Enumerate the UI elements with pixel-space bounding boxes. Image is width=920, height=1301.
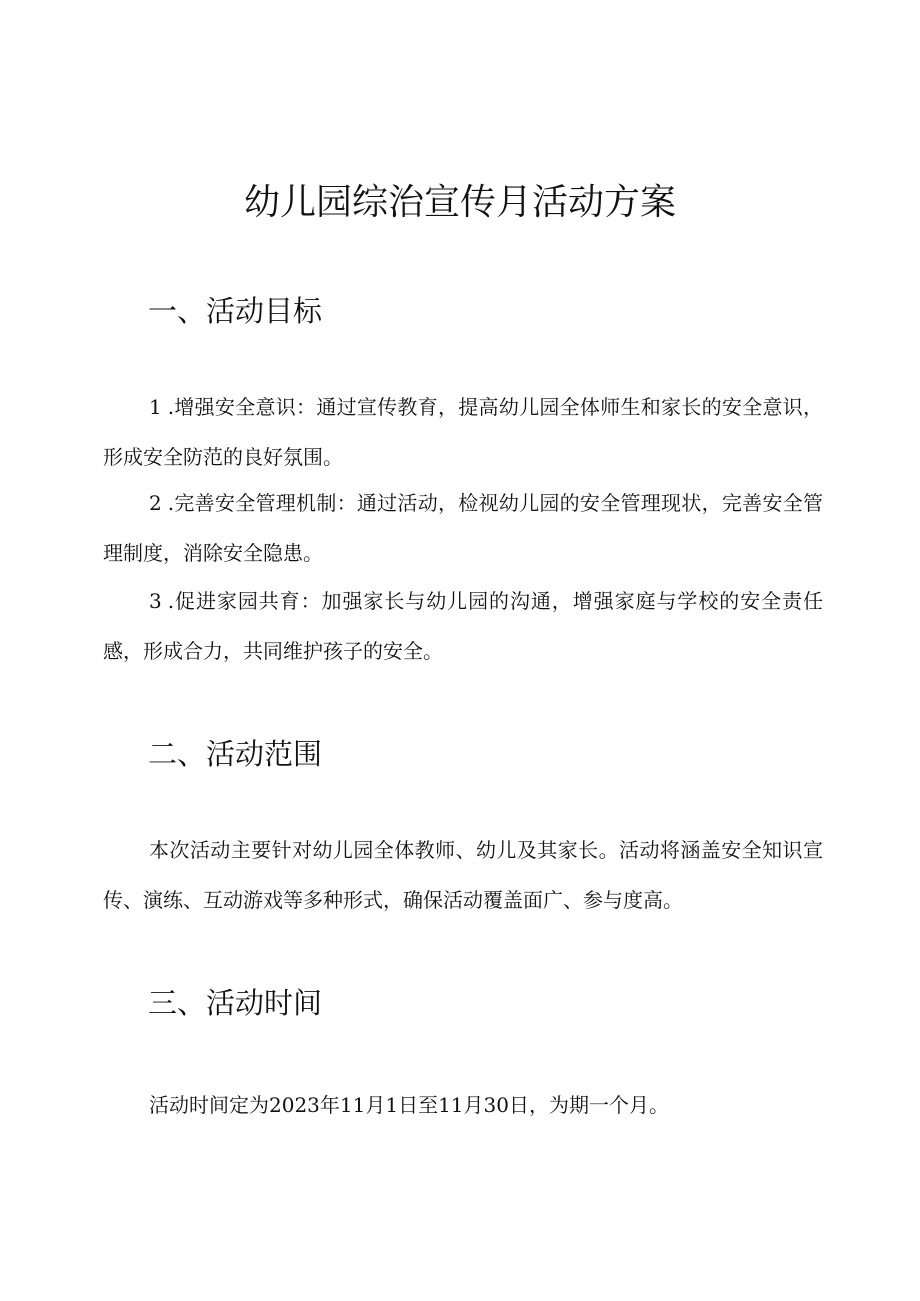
scope-paragraph: 本次活动主要针对幼儿园全体教师、幼儿及其家长。活动将涵盖安全知识宣传、演练、互动游戏等多种形式，确保活动覆盖面广、参与度高。 bbox=[103, 838, 823, 912]
section-heading-goals: 一、活动目标 bbox=[148, 294, 323, 328]
goal-item-text: .增强安全意识：通过宣传教育，提高幼儿园全体师生和家长的安全意识，形成安全防范的良好氛围。 bbox=[103, 395, 823, 469]
section-heading-scope: 二、活动范围 bbox=[148, 737, 323, 771]
goal-item-1 bbox=[103, 382, 823, 482]
section-heading-time: 三、活动时间 bbox=[148, 986, 323, 1020]
goal-item-2 bbox=[103, 478, 823, 578]
goal-item-text: .完善安全管理机制：通过活动，检视幼儿园的安全管理现状，完善安全管理制度，消除安全隐患。 bbox=[103, 491, 823, 565]
goal-item-number: 3 bbox=[149, 589, 162, 613]
goal-item-text: .促进家园共育：加强家长与幼儿园的沟通，增强家庭与学校的安全责任感，形成合力，共同维护孩子的安全。 bbox=[103, 589, 823, 663]
time-paragraph: 活动时间定为2023年11月1日至11月30日，为期一个月。 bbox=[149, 1093, 669, 1117]
goal-item-number: 2 bbox=[149, 491, 162, 515]
goal-item-3 bbox=[103, 576, 823, 676]
document-title: 幼儿园综治宣传月活动方案 bbox=[243, 182, 676, 223]
goal-item-number: 1 bbox=[149, 395, 162, 419]
